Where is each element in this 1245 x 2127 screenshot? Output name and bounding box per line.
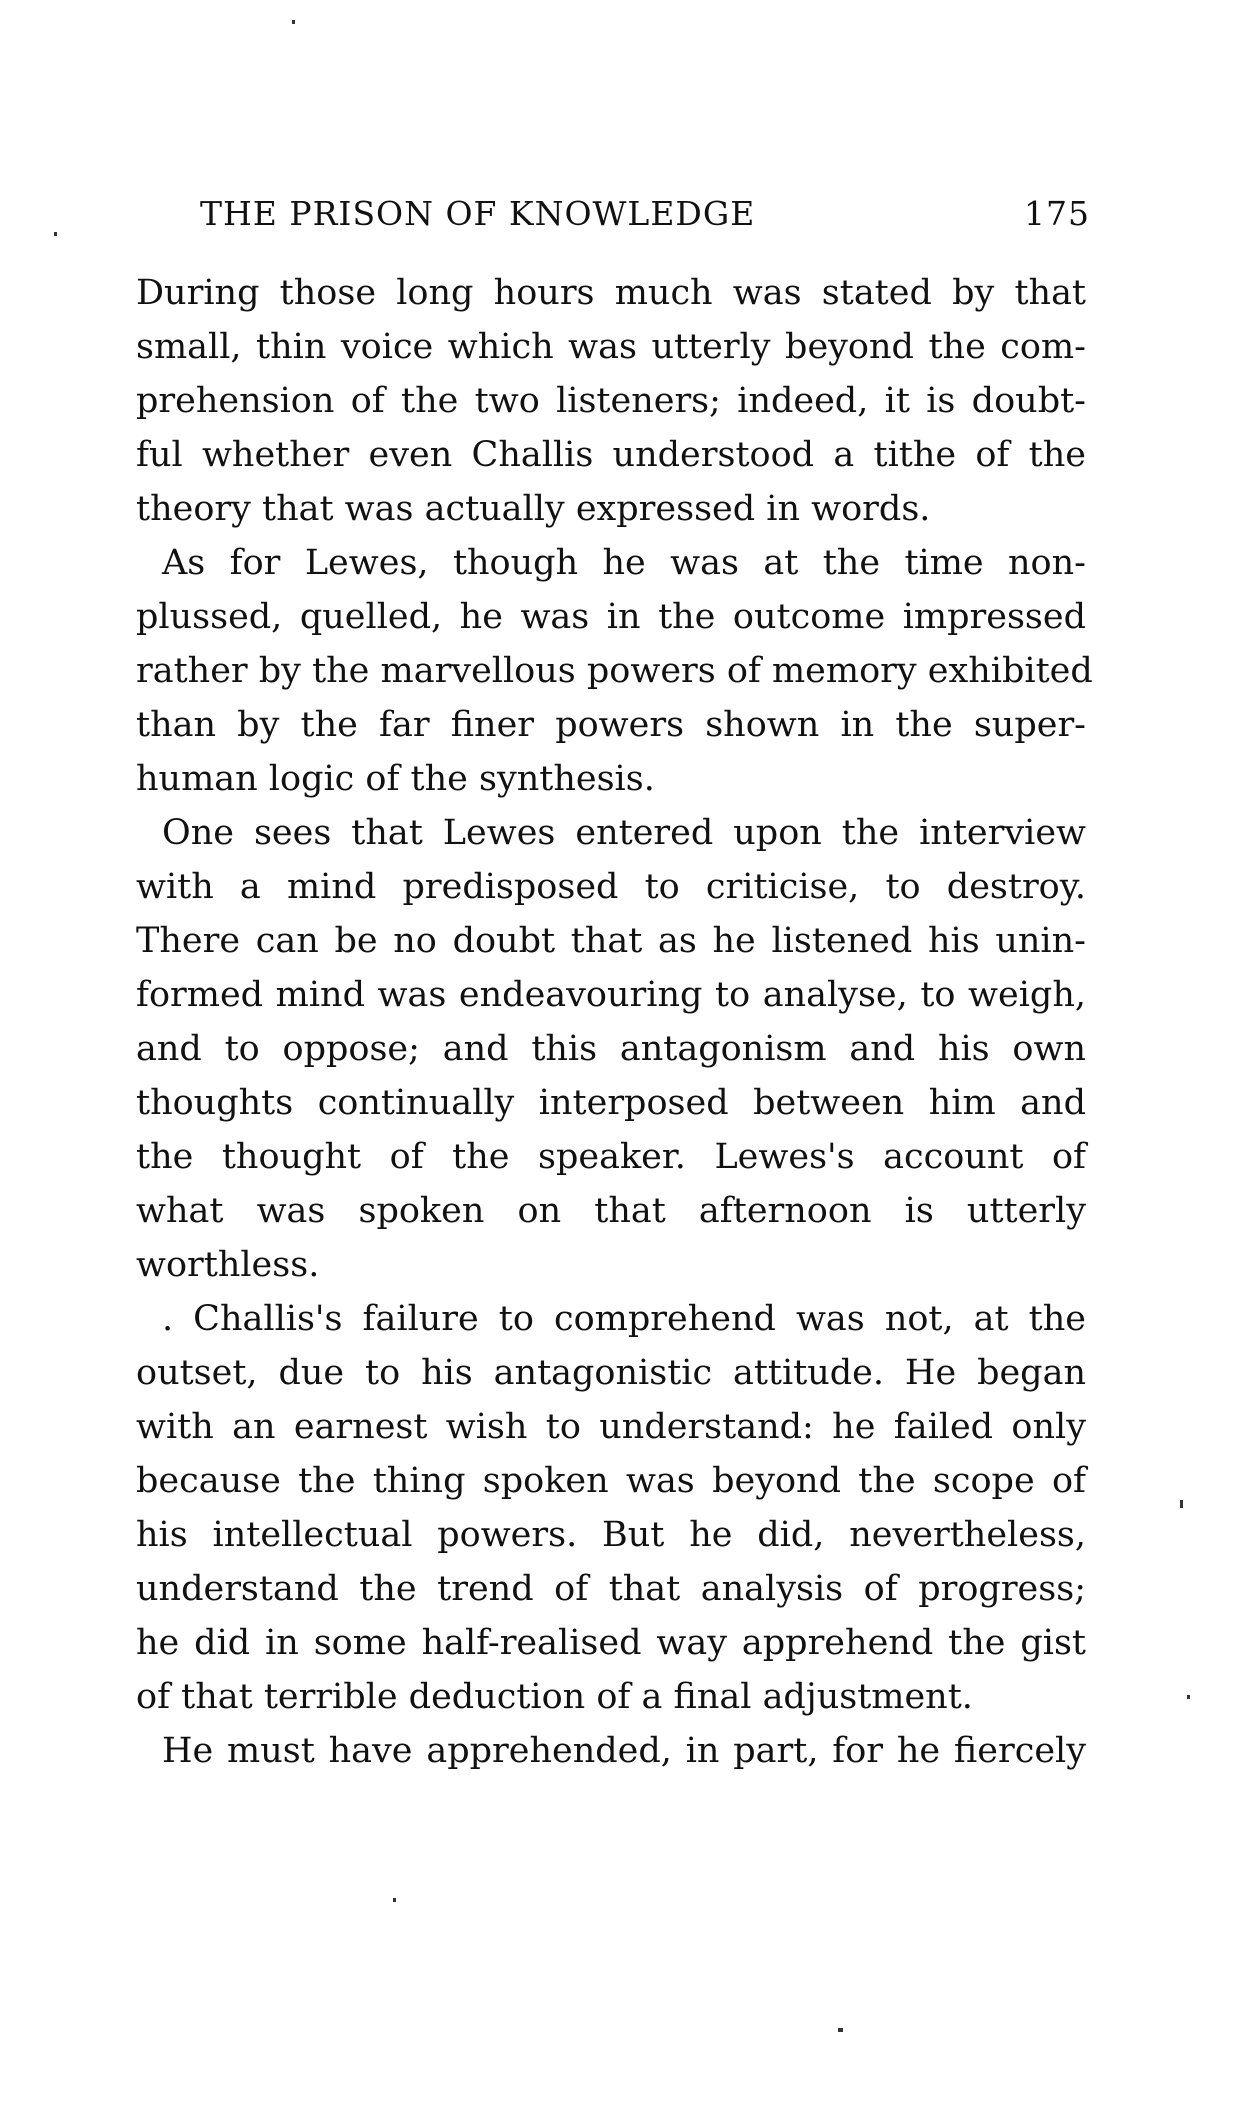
text-line: understand the trend of that analysis of progress; xyxy=(136,1569,1086,1609)
text-line: One sees that Lewes entered upon the interview xyxy=(162,813,1086,853)
text-line: . Challis's failure to comprehend was not, at the xyxy=(162,1299,1086,1339)
paragraph xyxy=(136,536,1093,806)
speck xyxy=(54,232,57,236)
text-line: plussed, quelled, he was in the outcome impressed xyxy=(136,597,1086,637)
text-line: During those long hours much was stated by that xyxy=(136,273,1086,313)
text-line: with a mind predisposed to criticise, to destroy. xyxy=(136,867,1086,907)
text-line: he did in some half-realised way apprehend the gist xyxy=(136,1623,1086,1663)
text-line: the thought of the speaker. Lewes's account of xyxy=(136,1137,1086,1177)
speck xyxy=(838,2028,843,2032)
paragraph xyxy=(136,1292,1086,1724)
speck xyxy=(393,1898,396,1902)
page-body xyxy=(136,266,1093,1778)
text-line: He must have apprehended, in part, for he fiercely xyxy=(162,1731,1086,1771)
page-number: 175 xyxy=(1024,194,1090,233)
speck xyxy=(292,20,295,24)
text-line: There can be no doubt that as he listened his unin- xyxy=(136,921,1086,961)
text-line: and to oppose; and this antagonism and his own xyxy=(136,1029,1086,1069)
text-line: worthless. xyxy=(136,1245,320,1285)
paragraph xyxy=(136,806,1086,1292)
text-line: his intellectual powers. But he did, nevertheless, xyxy=(136,1515,1086,1555)
paragraph xyxy=(136,1724,1086,1778)
text-line: outset, due to his antagonistic attitude. He began xyxy=(136,1353,1086,1393)
text-line: formed mind was endeavouring to analyse, to weigh, xyxy=(136,975,1086,1015)
text-line: ful whether even Challis understood a tithe of the xyxy=(136,435,1086,475)
paragraph xyxy=(136,266,1086,536)
text-line: human logic of the synthesis. xyxy=(136,759,655,799)
speck xyxy=(1187,1695,1190,1699)
text-line: thoughts continually interposed between him and xyxy=(136,1083,1086,1123)
text-line: with an earnest wish to understand: he failed only xyxy=(136,1407,1086,1447)
text-line: of that terrible deduction of a final adjustment. xyxy=(136,1677,973,1717)
text-line: what was spoken on that afternoon is utterly xyxy=(136,1191,1086,1231)
text-line: As for Lewes, though he was at the time non- xyxy=(162,543,1086,583)
text-line: because the thing spoken was beyond the scope of xyxy=(136,1461,1086,1501)
text-line: rather by the marvellous powers of memory exhibited xyxy=(136,651,1093,691)
running-title: THE PRISON OF KNOWLEDGE xyxy=(200,194,756,233)
text-line: small, thin voice which was utterly beyond the com- xyxy=(136,327,1086,367)
text-line: than by the far finer powers shown in the super- xyxy=(136,705,1086,745)
running-header xyxy=(200,194,1090,244)
text-line: prehension of the two listeners; indeed, it is doubt- xyxy=(136,381,1086,421)
speck xyxy=(1180,1500,1183,1508)
text-line: theory that was actually expressed in words. xyxy=(136,489,931,529)
